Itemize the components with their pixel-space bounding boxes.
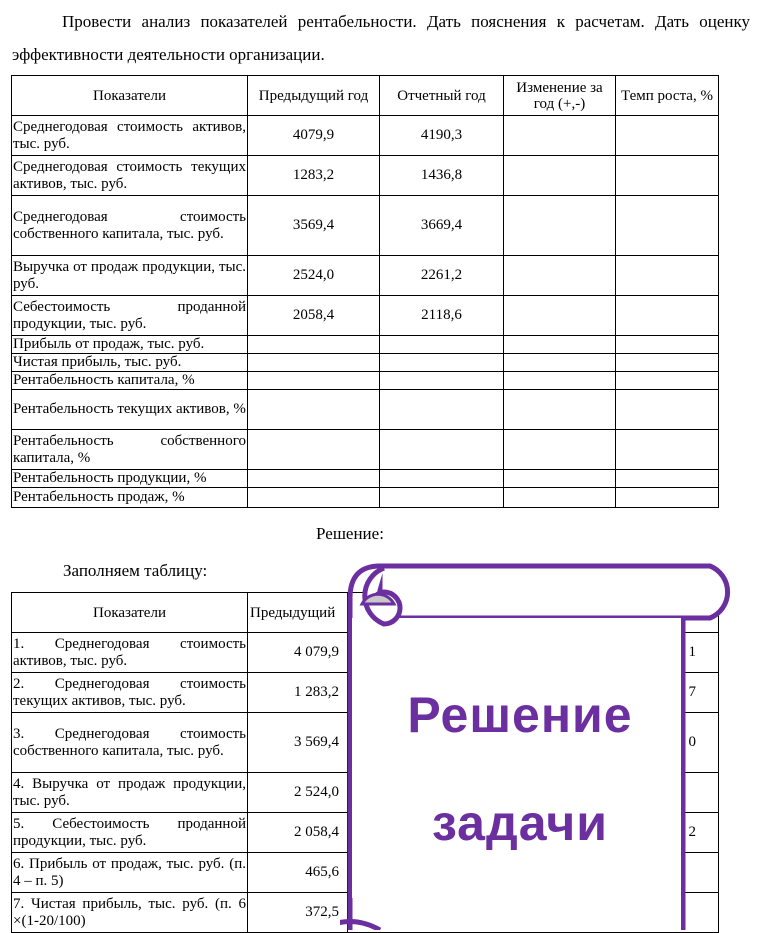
- growth-rate-value: [616, 296, 719, 336]
- solution-scroll-banner[interactable]: [340, 558, 750, 930]
- table-row: [12, 488, 719, 508]
- table-row: [12, 296, 719, 336]
- growth-rate-value: [616, 336, 719, 354]
- header-indicators: Показатели: [12, 593, 248, 633]
- reporting-year-value: 2261,2: [380, 256, 504, 296]
- indicator-label: Рентабельность продаж, %: [12, 488, 248, 508]
- scroll-title-line2: задачи: [431, 795, 609, 851]
- previous-year-value: [248, 354, 380, 372]
- growth-rate-value: [616, 430, 719, 470]
- table-row: [12, 196, 719, 256]
- indicator-label: Прибыль от продаж, тыс. руб.: [12, 336, 248, 354]
- partially-hidden-value: 7: [348, 673, 719, 713]
- scroll-graphic: [340, 558, 750, 930]
- table-row: [12, 354, 719, 372]
- reporting-year-value: [380, 470, 504, 488]
- table-row: [12, 336, 719, 354]
- growth-rate-value: [616, 156, 719, 196]
- indicator-label: 1. Среднегодовая стоимость активов, тыс. руб.: [12, 633, 248, 673]
- indicator-label: 6. Прибыль от продаж, тыс. руб. (п. 4 – п. 5): [12, 853, 248, 893]
- previous-year-value: 3 569,4: [248, 713, 348, 773]
- solution-heading: Решение:: [316, 524, 384, 543]
- change-value: [504, 488, 616, 508]
- reporting-year-value: [380, 372, 504, 390]
- growth-rate-value: [616, 116, 719, 156]
- change-value: [504, 116, 616, 156]
- reporting-year-value: 2118,6: [380, 296, 504, 336]
- indicator-label: Рентабельность продукции, %: [12, 470, 248, 488]
- change-value: [504, 196, 616, 256]
- reporting-year-value: [380, 430, 504, 470]
- previous-year-value: 465,6: [248, 853, 348, 893]
- previous-year-value: [248, 336, 380, 354]
- change-value: [504, 156, 616, 196]
- previous-year-value: 2 524,0: [248, 773, 348, 813]
- table-row: [12, 372, 719, 390]
- previous-year-value: 1283,2: [248, 156, 380, 196]
- partially-hidden-value: 2: [348, 813, 719, 853]
- previous-year-value: 2 058,4: [248, 813, 348, 853]
- header-previous-year: Предыдущий: [248, 593, 348, 633]
- profitability-table: [11, 75, 719, 508]
- growth-rate-value: [616, 372, 719, 390]
- previous-year-value: 4079,9: [248, 116, 380, 156]
- change-value: [504, 336, 616, 354]
- indicator-label: Чистая прибыль, тыс. руб.: [12, 354, 248, 372]
- previous-year-value: 3569,4: [248, 196, 380, 256]
- header-indicators: Показатели: [12, 76, 248, 116]
- previous-year-value: 2524,0: [248, 256, 380, 296]
- growth-rate-value: [616, 390, 719, 430]
- growth-rate-value: [616, 256, 719, 296]
- partially-hidden-value: 0: [348, 713, 719, 773]
- indicator-label: 4. Выручка от продаж продукции, тыс. руб.: [12, 773, 248, 813]
- reporting-year-value: [380, 354, 504, 372]
- change-value: [504, 354, 616, 372]
- table-row: [12, 390, 719, 430]
- indicator-label: 2. Среднегодовая стоимость текущих активов, тыс. руб.: [12, 673, 248, 713]
- indicator-label: Рентабельность собственного капитала, %: [12, 430, 248, 470]
- partially-hidden-value: 1: [348, 633, 719, 673]
- reporting-year-value: [380, 336, 504, 354]
- growth-rate-value: [616, 196, 719, 256]
- indicator-label: 7. Чистая прибыль, тыс. руб. (п. 6 ×(1-20/100): [12, 893, 248, 933]
- change-value: [504, 470, 616, 488]
- previous-year-value: [248, 430, 380, 470]
- previous-year-value: 4 079,9: [248, 633, 348, 673]
- table-row: [12, 470, 719, 488]
- indicator-label: Выручка от продаж продукции, тыс. руб.: [12, 256, 248, 296]
- indicator-label: Себестоимость проданной продукции, тыс. руб.: [12, 296, 248, 336]
- table-header-row: [12, 76, 719, 116]
- indicator-label: Среднегодовая стоимость активов, тыс. руб.: [12, 116, 248, 156]
- intro-paragraph: Провести анализ показателей рентабельности. Дать пояснения к расчетам. Дать оценку эффективности деятельности организации.: [12, 12, 750, 64]
- reporting-year-value: [380, 488, 504, 508]
- indicator-label: Среднегодовая стоимость собственного капитала, тыс. руб.: [12, 196, 248, 256]
- table-row: [12, 256, 719, 296]
- growth-rate-value: [616, 354, 719, 372]
- change-value: [504, 296, 616, 336]
- previous-year-value: [248, 372, 380, 390]
- change-value: [504, 390, 616, 430]
- header-growth-rate: Темп роста, %: [616, 76, 719, 116]
- indicator-label: 5. Себестоимость проданной продукции, тыс. руб.: [12, 813, 248, 853]
- previous-year-value: [248, 470, 380, 488]
- reporting-year-value: 4190,3: [380, 116, 504, 156]
- change-value: [504, 372, 616, 390]
- indicator-label: Среднегодовая стоимость текущих активов, тыс. руб.: [12, 156, 248, 196]
- fill-table-text: Заполняем таблицу:: [63, 561, 208, 580]
- scroll-title-line1: Решение: [407, 687, 633, 743]
- reporting-year-value: 1436,8: [380, 156, 504, 196]
- previous-year-value: [248, 488, 380, 508]
- header-previous-year: Предыдущий год: [248, 76, 380, 116]
- table-row: [12, 430, 719, 470]
- table-row: [12, 116, 719, 156]
- header-change: Изменение за год (+,-): [504, 76, 616, 116]
- reporting-year-value: [380, 390, 504, 430]
- indicator-label: Рентабельность капитала, %: [12, 372, 248, 390]
- previous-year-value: [248, 390, 380, 430]
- change-value: [504, 256, 616, 296]
- growth-rate-value: [616, 488, 719, 508]
- table-row: [12, 156, 719, 196]
- header-reporting-year: Отчетный год: [380, 76, 504, 116]
- previous-year-value: 2058,4: [248, 296, 380, 336]
- reporting-year-value: 3669,4: [380, 196, 504, 256]
- previous-year-value: 1 283,2: [248, 673, 348, 713]
- indicator-label: Рентабельность текущих активов, %: [12, 390, 248, 430]
- change-value: [504, 430, 616, 470]
- indicator-label: 3. Среднегодовая стоимость собственного капитала, тыс. руб.: [12, 713, 248, 773]
- growth-rate-value: [616, 470, 719, 488]
- previous-year-value: 372,5: [248, 893, 348, 933]
